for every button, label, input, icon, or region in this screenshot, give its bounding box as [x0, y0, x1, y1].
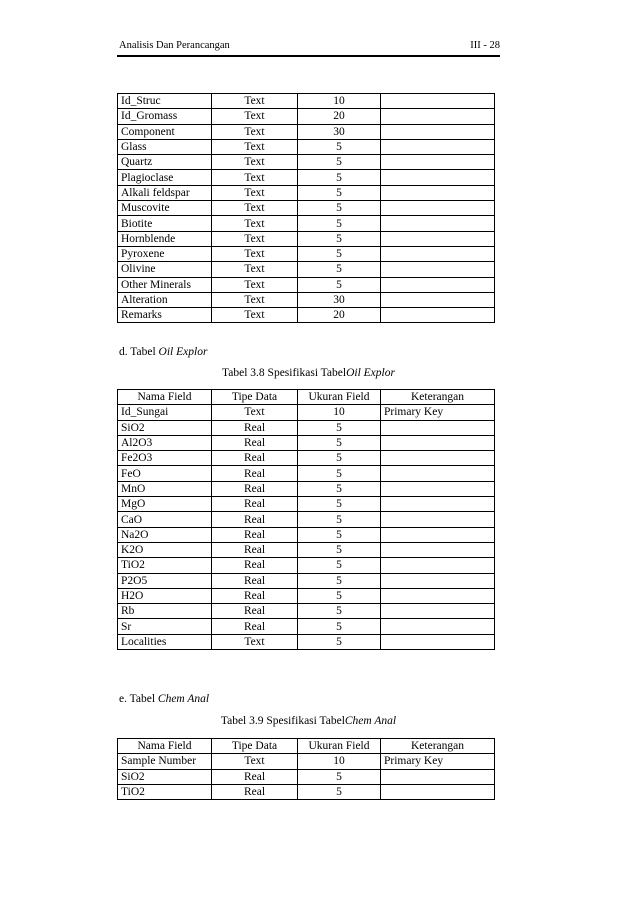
description-cell [381, 527, 495, 542]
table-row [118, 588, 495, 603]
data-type-cell: Text [212, 216, 298, 231]
field-size-cell: 5 [298, 170, 381, 185]
data-type-cell: Text [212, 170, 298, 185]
field-size-cell: 5 [298, 420, 381, 435]
table-caption-3-8 [117, 366, 500, 381]
data-type-cell: Real [212, 481, 298, 496]
column-header: Nama Field [118, 739, 212, 754]
table-row [118, 435, 495, 450]
field-name-cell: Quartz [118, 155, 212, 170]
field-size-cell: 5 [298, 497, 381, 512]
description-cell [381, 619, 495, 634]
data-type-cell: Real [212, 451, 298, 466]
field-size-cell: 5 [298, 246, 381, 261]
field-size-cell: 30 [298, 124, 381, 139]
field-size-cell: 5 [298, 769, 381, 784]
description-cell [381, 170, 495, 185]
field-name-cell: Al2O3 [118, 435, 212, 450]
field-size-cell: 5 [298, 262, 381, 277]
description-cell [381, 216, 495, 231]
table-row [118, 619, 495, 634]
field-size-cell: 5 [298, 481, 381, 496]
description-cell [381, 308, 495, 323]
table-row [118, 573, 495, 588]
field-name-cell: Glass [118, 139, 212, 154]
description-cell [381, 201, 495, 216]
field-name-cell: SiO2 [118, 769, 212, 784]
description-cell [381, 634, 495, 649]
caption-prefix: Tabel 3.9 Spesifikasi Tabel [220, 715, 345, 727]
field-name-cell: FeO [118, 466, 212, 481]
table-row [118, 604, 495, 619]
field-size-cell: 5 [298, 604, 381, 619]
section-prefix: d. Tabel [119, 346, 159, 358]
table-row [118, 201, 495, 216]
field-name-cell: K2O [118, 542, 212, 557]
field-name-cell: Alkali feldspar [118, 185, 212, 200]
data-type-cell: Text [212, 155, 298, 170]
data-type-cell: Text [212, 94, 298, 109]
table-row [118, 527, 495, 542]
field-name-cell: Na2O [118, 527, 212, 542]
caption-table-name: Oil Explor [346, 367, 395, 379]
data-type-cell: Text [212, 124, 298, 139]
field-name-cell: Pyroxene [118, 246, 212, 261]
description-cell [381, 155, 495, 170]
description-cell [381, 277, 495, 292]
table-row [118, 231, 495, 246]
description-cell [381, 573, 495, 588]
description-cell [381, 558, 495, 573]
data-type-cell: Real [212, 497, 298, 512]
data-type-cell: Text [212, 754, 298, 769]
field-size-cell: 5 [298, 231, 381, 246]
field-name-cell: P2O5 [118, 573, 212, 588]
description-cell [381, 435, 495, 450]
column-header: Nama Field [118, 390, 212, 405]
column-header: Ukuran Field [298, 739, 381, 754]
table-header-row [118, 390, 495, 405]
field-name-cell: Biotite [118, 216, 212, 231]
field-name-cell: Localities [118, 634, 212, 649]
description-cell: Primary Key [381, 754, 495, 769]
column-header: Ukuran Field [298, 390, 381, 405]
field-name-cell: Component [118, 124, 212, 139]
table-row [118, 277, 495, 292]
section-heading-d [119, 345, 207, 360]
field-name-cell: Muscovite [118, 201, 212, 216]
description-cell [381, 420, 495, 435]
description-cell [381, 109, 495, 124]
header-rule [117, 55, 500, 57]
description-cell [381, 124, 495, 139]
description-cell [381, 466, 495, 481]
field-name-cell: MgO [118, 497, 212, 512]
caption-table-name: Chem Anal [344, 715, 397, 727]
data-type-cell: Real [212, 604, 298, 619]
description-cell [381, 292, 495, 307]
data-type-cell: Text [212, 246, 298, 261]
field-size-cell: 5 [298, 542, 381, 557]
field-size-cell: 5 [298, 185, 381, 200]
description-cell [381, 185, 495, 200]
table-row [118, 292, 495, 307]
table-row [118, 109, 495, 124]
data-type-cell: Real [212, 784, 298, 799]
field-name-cell: Olivine [118, 262, 212, 277]
data-type-cell: Text [212, 262, 298, 277]
data-type-cell: Real [212, 769, 298, 784]
description-cell [381, 481, 495, 496]
data-type-cell: Real [212, 619, 298, 634]
table-row [118, 512, 495, 527]
data-type-cell: Real [212, 588, 298, 603]
field-name-cell: Sr [118, 619, 212, 634]
table-header-row [118, 739, 495, 754]
description-cell [381, 769, 495, 784]
description-cell [381, 139, 495, 154]
table-row [118, 139, 495, 154]
table-row [118, 262, 495, 277]
field-size-cell: 5 [298, 155, 381, 170]
description-cell [381, 246, 495, 261]
data-type-cell: Text [212, 292, 298, 307]
description-cell [381, 512, 495, 527]
field-size-cell: 5 [298, 216, 381, 231]
field-name-cell: Alteration [118, 292, 212, 307]
column-header: Keterangan [381, 739, 495, 754]
field-name-cell: Id_Struc [118, 94, 212, 109]
description-cell [381, 542, 495, 557]
data-type-cell: Text [212, 139, 298, 154]
column-header: Tipe Data [212, 739, 298, 754]
table-row [118, 124, 495, 139]
table-row [118, 246, 495, 261]
data-type-cell: Real [212, 542, 298, 557]
field-name-cell: TiO2 [118, 558, 212, 573]
field-name-cell: SiO2 [118, 420, 212, 435]
field-size-cell: 5 [298, 451, 381, 466]
table-row [118, 405, 495, 420]
table-row [118, 497, 495, 512]
field-size-cell: 30 [298, 292, 381, 307]
column-header: Tipe Data [212, 390, 298, 405]
field-name-cell: Sample Number [118, 754, 212, 769]
field-size-cell: 5 [298, 558, 381, 573]
description-cell: Primary Key [381, 405, 495, 420]
field-name-cell: TiO2 [118, 784, 212, 799]
description-cell [381, 588, 495, 603]
field-size-cell: 5 [298, 201, 381, 216]
description-cell [381, 784, 495, 799]
field-size-cell: 5 [298, 466, 381, 481]
field-size-cell: 20 [298, 109, 381, 124]
data-type-cell: Real [212, 558, 298, 573]
data-type-cell: Text [212, 634, 298, 649]
field-size-cell: 5 [298, 573, 381, 588]
field-size-cell: 5 [298, 512, 381, 527]
table-row [118, 420, 495, 435]
table-row [118, 542, 495, 557]
table-row [118, 170, 495, 185]
description-cell [381, 497, 495, 512]
description-cell [381, 604, 495, 619]
field-size-cell: 20 [298, 308, 381, 323]
section-table-name: Oil Explor [158, 346, 208, 358]
field-size-cell: 5 [298, 277, 381, 292]
section-prefix: e. Tabel [119, 693, 158, 705]
table-caption-3-9 [117, 714, 500, 729]
data-type-cell: Real [212, 527, 298, 542]
description-cell [381, 451, 495, 466]
table-row [118, 769, 495, 784]
table-row [118, 155, 495, 170]
data-type-cell: Real [212, 435, 298, 450]
table-row [118, 185, 495, 200]
field-name-cell: MnO [118, 481, 212, 496]
table-row [118, 754, 495, 769]
field-name-cell: CaO [118, 512, 212, 527]
field-size-cell: 10 [298, 405, 381, 420]
field-name-cell: Fe2O3 [118, 451, 212, 466]
table-chem-anal [117, 738, 495, 800]
table-row [118, 94, 495, 109]
field-name-cell: Plagioclase [118, 170, 212, 185]
table-row [118, 216, 495, 231]
caption-prefix: Tabel 3.8 Spesifikasi Tabel [222, 367, 347, 379]
column-header: Keterangan [381, 390, 495, 405]
data-type-cell: Text [212, 231, 298, 246]
page-header [117, 38, 500, 54]
data-type-cell: Text [212, 201, 298, 216]
field-size-cell: 10 [298, 94, 381, 109]
table-row [118, 558, 495, 573]
description-cell [381, 94, 495, 109]
data-type-cell: Real [212, 420, 298, 435]
data-type-cell: Text [212, 185, 298, 200]
data-type-cell: Text [212, 277, 298, 292]
field-name-cell: Remarks [118, 308, 212, 323]
field-size-cell: 5 [298, 619, 381, 634]
header-title: Analisis Dan Perancangan [119, 40, 230, 51]
table-row [118, 466, 495, 481]
table-oil-explor [117, 389, 495, 650]
field-name-cell: H2O [118, 588, 212, 603]
page-number: III - 28 [470, 40, 500, 51]
field-name-cell: Hornblende [118, 231, 212, 246]
data-type-cell: Text [212, 109, 298, 124]
field-size-cell: 5 [298, 784, 381, 799]
section-heading-e [119, 692, 209, 707]
table-row [118, 481, 495, 496]
field-size-cell: 5 [298, 139, 381, 154]
data-type-cell: Text [212, 308, 298, 323]
data-type-cell: Real [212, 466, 298, 481]
field-size-cell: 5 [298, 435, 381, 450]
field-name-cell: Id_Gromass [118, 109, 212, 124]
table-row [118, 308, 495, 323]
description-cell [381, 231, 495, 246]
field-name-cell: Other Minerals [118, 277, 212, 292]
field-size-cell: 5 [298, 634, 381, 649]
field-size-cell: 10 [298, 754, 381, 769]
section-table-name: Chem Anal [157, 693, 210, 705]
table-struc-fields [117, 93, 495, 323]
field-size-cell: 5 [298, 527, 381, 542]
description-cell [381, 262, 495, 277]
field-size-cell: 5 [298, 588, 381, 603]
data-type-cell: Real [212, 573, 298, 588]
table-row [118, 634, 495, 649]
data-type-cell: Text [212, 405, 298, 420]
data-type-cell: Real [212, 512, 298, 527]
table-row [118, 784, 495, 799]
table-row [118, 451, 495, 466]
field-name-cell: Rb [118, 604, 212, 619]
field-name-cell: Id_Sungai [118, 405, 212, 420]
